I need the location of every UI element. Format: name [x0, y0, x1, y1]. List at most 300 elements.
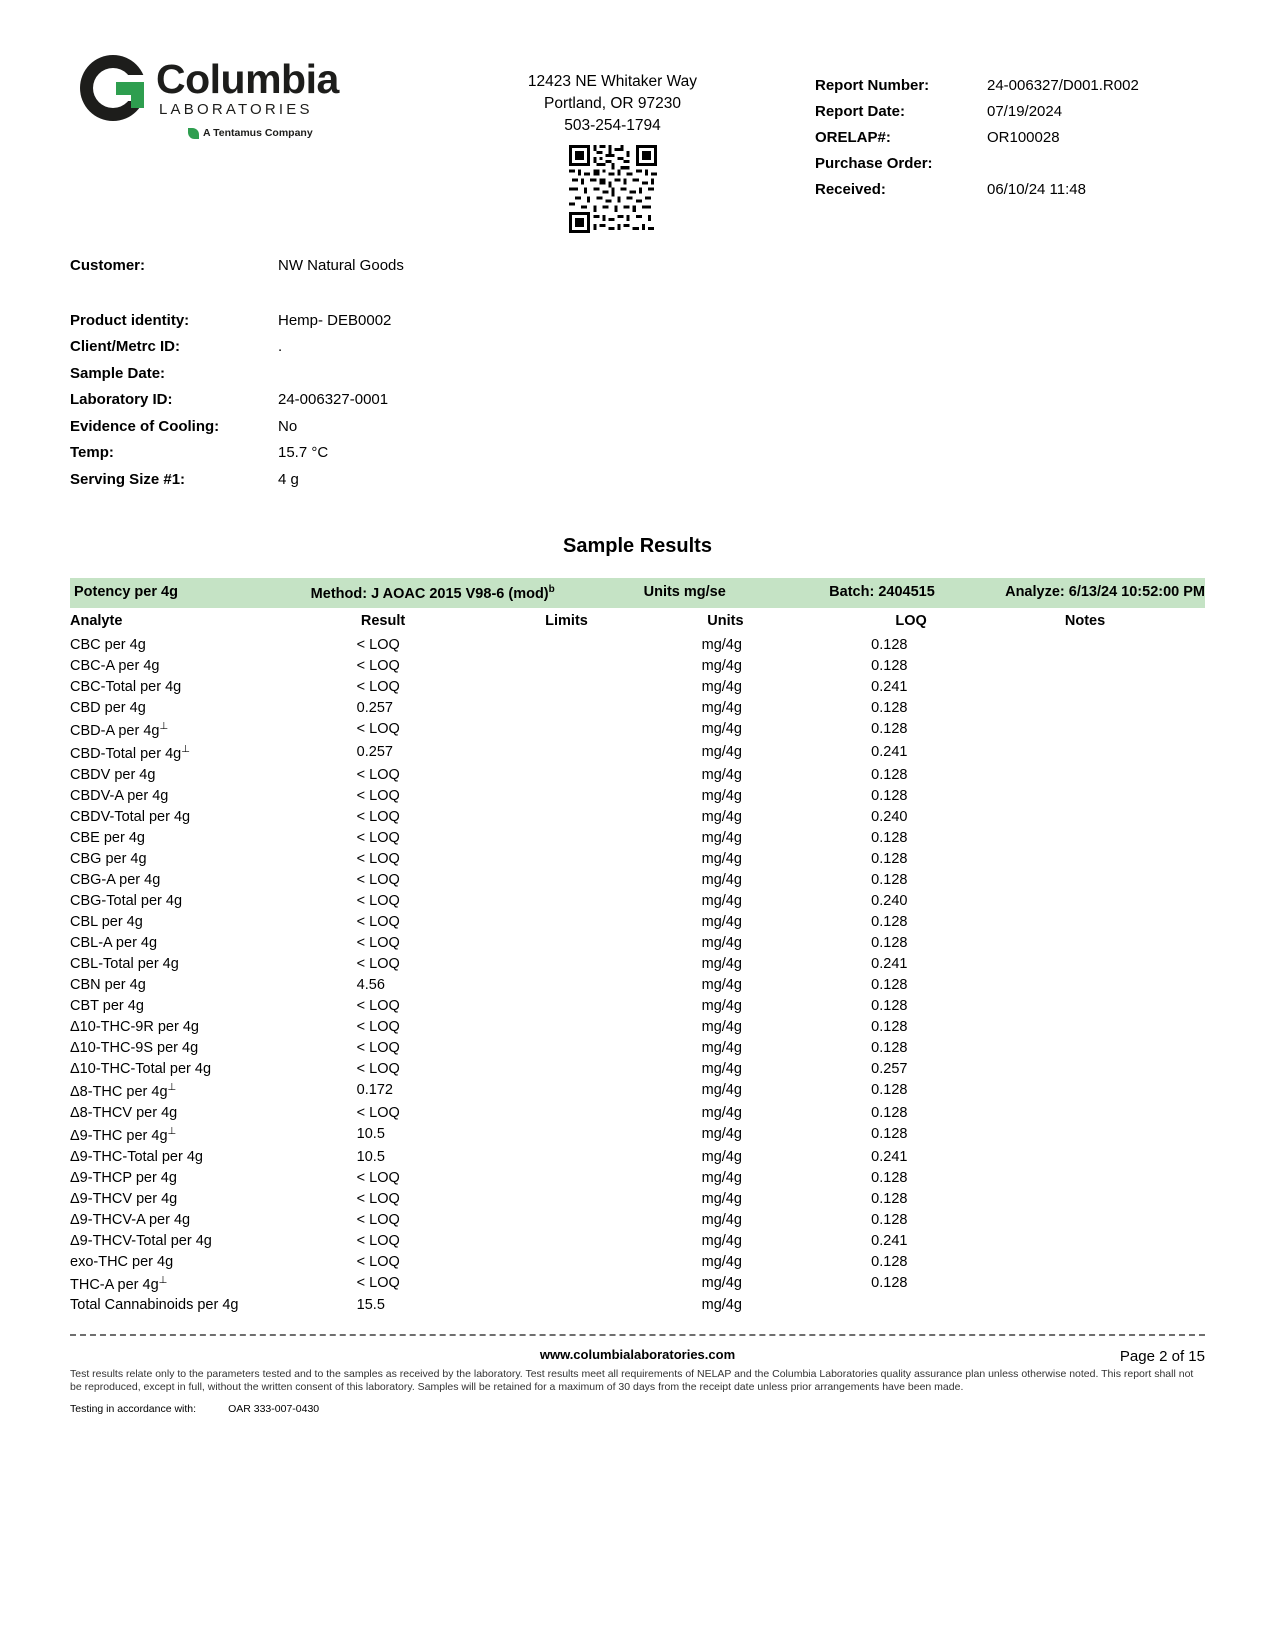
cell-units: mg/4g: [701, 955, 742, 972]
cell-units: mg/4g: [701, 721, 742, 738]
dagger-marker: ⊥: [158, 1274, 168, 1286]
band-batch: [829, 578, 1005, 608]
cell-limits: [499, 1295, 643, 1316]
potency-results-table: [70, 578, 1205, 1316]
cell-result: 15.5: [356, 1297, 385, 1314]
cell-limits: [499, 827, 643, 848]
analyte-name: CBE per 4g: [70, 829, 145, 846]
cell-loq: 0.128: [871, 1169, 908, 1186]
address-line-2: Portland, OR 97230: [543, 95, 681, 112]
meta-value: [987, 151, 1205, 177]
cell-limits: [499, 1251, 643, 1272]
dagger-marker: ⊥: [159, 721, 169, 733]
cell-notes: [1005, 1230, 1205, 1251]
info-label: Laboratory ID:: [70, 391, 173, 408]
analyte-name: CBL-Total per 4g: [70, 955, 179, 972]
cell-result: < LOQ: [356, 955, 400, 972]
table-column-headers: [70, 608, 1205, 635]
cell-analyte: [70, 1209, 311, 1230]
company-tagline: [80, 127, 410, 139]
cell-units: mg/4g: [701, 976, 742, 993]
analyte-name: Δ8-THC per 4g: [70, 1083, 168, 1100]
cell-limits: [499, 742, 643, 765]
cell-analyte: [70, 719, 311, 742]
analyte-name: Total Cannabinoids per 4g: [70, 1297, 239, 1314]
cell-units: mg/4g: [701, 871, 742, 888]
cell-loq: 0.241: [871, 679, 908, 696]
info-value: .: [278, 338, 283, 355]
analyte-name: CBC-A per 4g: [70, 658, 160, 675]
analyte-name: Δ9-THC-Total per 4g: [70, 1148, 203, 1165]
column-header-limits: Limits: [545, 612, 588, 629]
cell-result: 10.5: [356, 1148, 385, 1165]
analyte-name: THC-A per 4g: [70, 1276, 159, 1293]
cell-units: mg/4g: [701, 934, 742, 951]
cell-loq: 0.128: [871, 871, 908, 888]
table-row: [70, 1167, 1205, 1188]
cell-loq: 0.128: [871, 721, 908, 738]
analyte-name: Δ9-THCV-Total per 4g: [70, 1232, 212, 1249]
cell-result: < LOQ: [356, 871, 400, 888]
analyte-name: CBD per 4g: [70, 700, 146, 717]
cell-units: mg/4g: [701, 658, 742, 675]
cell-units: mg/4g: [701, 829, 742, 846]
band-analyze-value: 6/13/24 10:52:00 PM: [1068, 584, 1205, 600]
cell-analyte: [70, 932, 311, 953]
customer-row: [70, 253, 1205, 280]
disclaimer-text: Test results relate only to the parameters tested and to the samples as received by the laboratory. Test results meet all requirements of NELAP and the Columbia Laboratories quality assurance plan unless otherwise noted. This report shall not be reproduced, except in full, without the written consent of this laboratory. Samples will be retained for a maximum of 30 days from the receipt date unless prior arrangements have been made.: [70, 1367, 1194, 1394]
cell-notes: [1005, 785, 1205, 806]
dagger-marker: ⊥: [181, 744, 190, 756]
cell-notes: [1005, 742, 1205, 765]
column-header-units: Units: [707, 612, 744, 629]
cell-units: mg/4g: [701, 1169, 742, 1186]
table-row: [70, 656, 1205, 677]
cell-limits: [499, 1272, 643, 1295]
table-row: [70, 1037, 1205, 1058]
info-label: Evidence of Cooling:: [70, 417, 220, 435]
cell-analyte: [70, 848, 311, 869]
lab-address: [410, 55, 815, 233]
dagger-marker: ⊥: [167, 1081, 177, 1093]
cell-notes: [1005, 677, 1205, 698]
table-row: [70, 785, 1205, 806]
meta-label: Report Date:: [815, 103, 906, 120]
info-label: Serving Size #1:: [70, 470, 186, 488]
cell-units: mg/4g: [701, 808, 742, 825]
cell-analyte: [70, 1037, 311, 1058]
table-row: [70, 764, 1205, 785]
table-row: [70, 890, 1205, 911]
band-units-label: Units: [643, 584, 680, 600]
analyte-name: Δ9-THCV-A per 4g: [70, 1211, 191, 1228]
tagline-text: A Tentamus Company: [203, 127, 313, 139]
cell-analyte: [70, 742, 311, 765]
analyte-name: Δ10-THC-9S per 4g: [70, 1039, 199, 1056]
cell-loq: 0.240: [871, 808, 908, 825]
address-line-1: 12423 NE Whitaker Way: [527, 73, 698, 90]
info-row: [70, 308, 1205, 335]
analyte-name: CBL per 4g: [70, 913, 143, 930]
cell-units: mg/4g: [701, 997, 742, 1014]
analyte-name: CBN per 4g: [70, 976, 146, 993]
cell-analyte: [70, 806, 311, 827]
cell-notes: [1005, 1209, 1205, 1230]
table-row: [70, 1295, 1205, 1316]
cell-result: < LOQ: [356, 1169, 400, 1186]
cell-result: 0.172: [356, 1081, 393, 1098]
info-row: [70, 414, 1205, 441]
cell-loq: 0.128: [871, 1190, 908, 1207]
cell-notes: [1005, 1188, 1205, 1209]
cell-analyte: [70, 1102, 311, 1123]
cell-loq: 0.241: [871, 744, 908, 761]
cell-notes: [1005, 698, 1205, 719]
info-value: Hemp- DEB0002: [278, 311, 392, 329]
cell-loq: 0.257: [871, 1060, 908, 1077]
info-row: [70, 440, 1205, 467]
testing-label: Testing in accordance with:: [70, 1402, 197, 1415]
table-row: [70, 911, 1205, 932]
meta-value: 24-006327/D001.R002: [987, 77, 1139, 94]
info-row: [70, 361, 1205, 388]
analyte-name: CBD-Total per 4g: [70, 745, 182, 762]
table-row: [70, 635, 1205, 656]
analyte-name: exo-THC per 4g: [70, 1253, 174, 1270]
cell-units: mg/4g: [701, 1211, 742, 1228]
cell-loq: 0.128: [871, 637, 908, 654]
table-row: [70, 974, 1205, 995]
cell-loq: 0.128: [871, 787, 908, 804]
cell-analyte: [70, 1123, 311, 1146]
cell-result: < LOQ: [356, 1211, 400, 1228]
meta-row: [815, 177, 1205, 203]
band-method-label: Method:: [310, 585, 368, 602]
cell-units: mg/4g: [701, 1104, 742, 1121]
cell-analyte: [70, 995, 311, 1016]
cell-result: < LOQ: [356, 721, 400, 738]
cell-result: < LOQ: [356, 997, 400, 1014]
cell-analyte: [70, 890, 311, 911]
testing-value: OAR 333-007-0430: [228, 1402, 320, 1415]
cell-limits: [499, 1102, 643, 1123]
cell-analyte: [70, 698, 311, 719]
analyte-name: CBC per 4g: [70, 637, 146, 654]
cell-limits: [499, 911, 643, 932]
cell-limits: [499, 1230, 643, 1251]
cell-limits: [499, 1209, 643, 1230]
cell-limits: [499, 677, 643, 698]
cell-loq: 0.128: [871, 1125, 908, 1142]
cell-limits: [499, 1016, 643, 1037]
cell-limits: [499, 953, 643, 974]
website-link[interactable]: www.columbialaboratories.com: [539, 1346, 736, 1362]
cell-loq: 0.128: [871, 1104, 908, 1121]
cell-units: mg/4g: [701, 766, 742, 783]
cell-result: 0.257: [356, 744, 393, 761]
cell-limits: [499, 932, 643, 953]
info-value: [278, 361, 1205, 388]
cell-analyte: [70, 635, 311, 656]
band-batch-value: 2404515: [878, 584, 935, 600]
info-row: [70, 387, 1205, 414]
cell-result: < LOQ: [356, 637, 400, 654]
cell-loq: 0.128: [871, 1274, 908, 1291]
cell-analyte: [70, 785, 311, 806]
sample-info-block: [70, 253, 1205, 493]
cell-result: < LOQ: [356, 1060, 400, 1077]
analyte-name: CBC-Total per 4g: [70, 679, 182, 696]
cell-loq: 0.128: [871, 1081, 908, 1098]
meta-label: Purchase Order:: [815, 155, 933, 172]
cell-notes: [1005, 890, 1205, 911]
analyte-name: Δ9-THC per 4g: [70, 1127, 168, 1144]
band-batch-label: Batch:: [829, 584, 875, 600]
meta-row: [815, 73, 1205, 99]
table-row: [70, 1102, 1205, 1123]
cell-units: mg/4g: [701, 1125, 742, 1142]
analyte-name: CBG per 4g: [70, 850, 147, 867]
cell-result: < LOQ: [356, 658, 400, 675]
info-label: Temp:: [70, 444, 114, 461]
table-row: [70, 1146, 1205, 1167]
table-row: [70, 677, 1205, 698]
meta-value: 06/10/24 11:48: [987, 181, 1086, 198]
cell-limits: [499, 764, 643, 785]
cell-analyte: [70, 1058, 311, 1079]
table-row: [70, 1230, 1205, 1251]
cell-analyte: [70, 1272, 311, 1295]
cell-notes: [1005, 995, 1205, 1016]
cell-units: mg/4g: [701, 787, 742, 804]
cell-loq: [829, 1295, 1005, 1316]
cell-notes: [1005, 932, 1205, 953]
column-header-loq: LOQ: [895, 612, 927, 629]
band-method-value: J AOAC 2015 V98-6 (mod): [371, 585, 549, 602]
band-method: [311, 578, 644, 608]
cell-result: < LOQ: [356, 1232, 400, 1249]
customer-value: NW Natural Goods: [278, 257, 404, 274]
cell-notes: [1005, 827, 1205, 848]
cell-notes: [1005, 1037, 1205, 1058]
cell-loq: 0.241: [871, 1232, 908, 1249]
analyte-name: Δ9-THCV per 4g: [70, 1190, 178, 1207]
table-row: [70, 1079, 1205, 1102]
cell-notes: [1005, 806, 1205, 827]
analyte-name: CBDV per 4g: [70, 766, 156, 783]
analyte-name: Δ10-THC-9R per 4g: [70, 1018, 199, 1035]
cell-result: < LOQ: [356, 850, 400, 867]
cell-limits: [499, 1079, 643, 1102]
analyte-name: CBG-Total per 4g: [70, 892, 183, 909]
cell-loq: 0.241: [871, 1148, 908, 1165]
cell-limits: [499, 1146, 643, 1167]
cell-notes: [1005, 953, 1205, 974]
cell-analyte: [70, 656, 311, 677]
dagger-marker: ⊥: [167, 1125, 177, 1137]
cell-limits: [499, 785, 643, 806]
table-row: [70, 806, 1205, 827]
cell-notes: [1005, 764, 1205, 785]
cell-limits: [499, 806, 643, 827]
cell-limits: [499, 1167, 643, 1188]
cell-analyte: [70, 1295, 311, 1316]
page-footer: [70, 1348, 1205, 1415]
cell-result: 0.257: [356, 700, 393, 717]
cell-limits: [499, 719, 643, 742]
cell-loq: 0.241: [871, 955, 908, 972]
info-label: Product identity:: [70, 311, 190, 329]
analyte-name: Δ8-THCV per 4g: [70, 1104, 178, 1121]
cell-units: mg/4g: [701, 1274, 742, 1291]
meta-label: ORELAP#:: [815, 129, 891, 146]
customer-label: Customer:: [70, 257, 146, 274]
cell-limits: [499, 890, 643, 911]
cell-analyte: [70, 911, 311, 932]
meta-row: [815, 125, 1205, 151]
cell-loq: 0.128: [871, 997, 908, 1014]
meta-label: Received:: [815, 181, 886, 198]
cell-loq: 0.128: [871, 658, 908, 675]
cell-analyte: [70, 1146, 311, 1167]
report-metadata: [815, 55, 1205, 203]
cell-loq: 0.128: [871, 1211, 908, 1228]
cell-units: mg/4g: [701, 1232, 742, 1249]
table-row: [70, 698, 1205, 719]
cell-limits: [499, 656, 643, 677]
cell-result: < LOQ: [356, 1039, 400, 1056]
cell-limits: [499, 848, 643, 869]
table-row: [70, 827, 1205, 848]
cell-loq: 0.128: [871, 913, 908, 930]
analyte-name: CBD-A per 4g: [70, 723, 160, 740]
cell-loq: 0.128: [871, 1253, 908, 1270]
table-row: [70, 1251, 1205, 1272]
table-row: [70, 995, 1205, 1016]
cell-notes: [1005, 1251, 1205, 1272]
analyte-name: CBG-A per 4g: [70, 871, 161, 888]
cell-result: < LOQ: [356, 1253, 400, 1270]
cell-result: < LOQ: [356, 1190, 400, 1207]
cell-units: mg/4g: [701, 1190, 742, 1207]
cell-notes: [1005, 1272, 1205, 1295]
cell-analyte: [70, 953, 311, 974]
cell-loq: 0.128: [871, 829, 908, 846]
cell-notes: [1005, 911, 1205, 932]
meta-row: [815, 99, 1205, 125]
cell-analyte: [70, 1230, 311, 1251]
cell-result: 10.5: [356, 1125, 385, 1142]
cell-units: mg/4g: [701, 1148, 742, 1165]
qr-code-icon: [569, 145, 657, 233]
leaf-icon: [188, 128, 199, 139]
cell-units: mg/4g: [701, 679, 742, 696]
cell-limits: [499, 1058, 643, 1079]
company-subtitle: LABORATORIES: [159, 101, 313, 118]
cell-notes: [1005, 1123, 1205, 1146]
cell-limits: [499, 698, 643, 719]
cell-notes: [1005, 719, 1205, 742]
cell-units: mg/4g: [701, 892, 742, 909]
cell-result: < LOQ: [356, 787, 400, 804]
cell-loq: 0.128: [871, 766, 908, 783]
analyte-name: Δ10-THC-Total per 4g: [70, 1060, 212, 1077]
cell-notes: [1005, 1146, 1205, 1167]
columbia-c-logo-icon: [80, 55, 146, 121]
info-value: No: [278, 417, 298, 435]
cell-notes: [1005, 848, 1205, 869]
cell-loq: 0.240: [871, 892, 908, 909]
table-row: [70, 869, 1205, 890]
analyte-name: CBT per 4g: [70, 997, 144, 1014]
cell-analyte: [70, 1188, 311, 1209]
cell-analyte: [70, 1251, 311, 1272]
cell-loq: 0.128: [871, 850, 908, 867]
table-row: [70, 953, 1205, 974]
table-row: [70, 1209, 1205, 1230]
cell-limits: [499, 1123, 643, 1146]
cell-result: < LOQ: [356, 1104, 400, 1121]
table-row: [70, 1058, 1205, 1079]
page-number: Page 2 of 15: [1119, 1347, 1205, 1365]
cell-notes: [1005, 869, 1205, 890]
cell-analyte: [70, 869, 311, 890]
cell-notes: [1005, 1058, 1205, 1079]
testing-accordance: [70, 1403, 1205, 1415]
cell-units: mg/4g: [701, 913, 742, 930]
table-row: [70, 932, 1205, 953]
cell-units: mg/4g: [701, 1018, 742, 1035]
band-analyze-label: Analyze:: [1005, 584, 1065, 600]
cell-loq: 0.128: [871, 700, 908, 717]
cell-notes: [1005, 1016, 1205, 1037]
cell-notes: [1005, 1167, 1205, 1188]
cell-units: mg/4g: [701, 637, 742, 654]
cell-result: < LOQ: [356, 766, 400, 783]
cell-limits: [499, 1188, 643, 1209]
info-label: Sample Date:: [70, 364, 166, 382]
table-row: [70, 1016, 1205, 1037]
cell-notes: [1005, 635, 1205, 656]
meta-value: 07/19/2024: [987, 103, 1063, 120]
info-value: 4 g: [278, 470, 299, 488]
cell-analyte: [70, 1167, 311, 1188]
cell-limits: [499, 974, 643, 995]
table-row: [70, 1272, 1205, 1295]
footer-divider: [70, 1334, 1205, 1336]
table-row: [70, 848, 1205, 869]
cell-result: < LOQ: [356, 829, 400, 846]
cell-limits: [499, 1037, 643, 1058]
cell-notes: [1005, 1102, 1205, 1123]
analyte-name: CBL-A per 4g: [70, 934, 158, 951]
cell-result: < LOQ: [356, 808, 400, 825]
cell-analyte: [70, 677, 311, 698]
cell-limits: [499, 995, 643, 1016]
info-label: Client/Metrc ID:: [70, 338, 181, 355]
meta-row: [815, 151, 1205, 177]
cell-units: mg/4g: [701, 1253, 742, 1270]
company-logo: [70, 55, 410, 139]
cell-result: < LOQ: [356, 679, 400, 696]
table-row: [70, 742, 1205, 765]
section-title: Sample Results: [563, 535, 712, 557]
company-name: Columbia: [156, 56, 339, 102]
table-row: [70, 1123, 1205, 1146]
cell-units: mg/4g: [701, 850, 742, 867]
band-potency: Potency per 4g: [70, 578, 311, 608]
table-band-header: [70, 578, 1205, 608]
